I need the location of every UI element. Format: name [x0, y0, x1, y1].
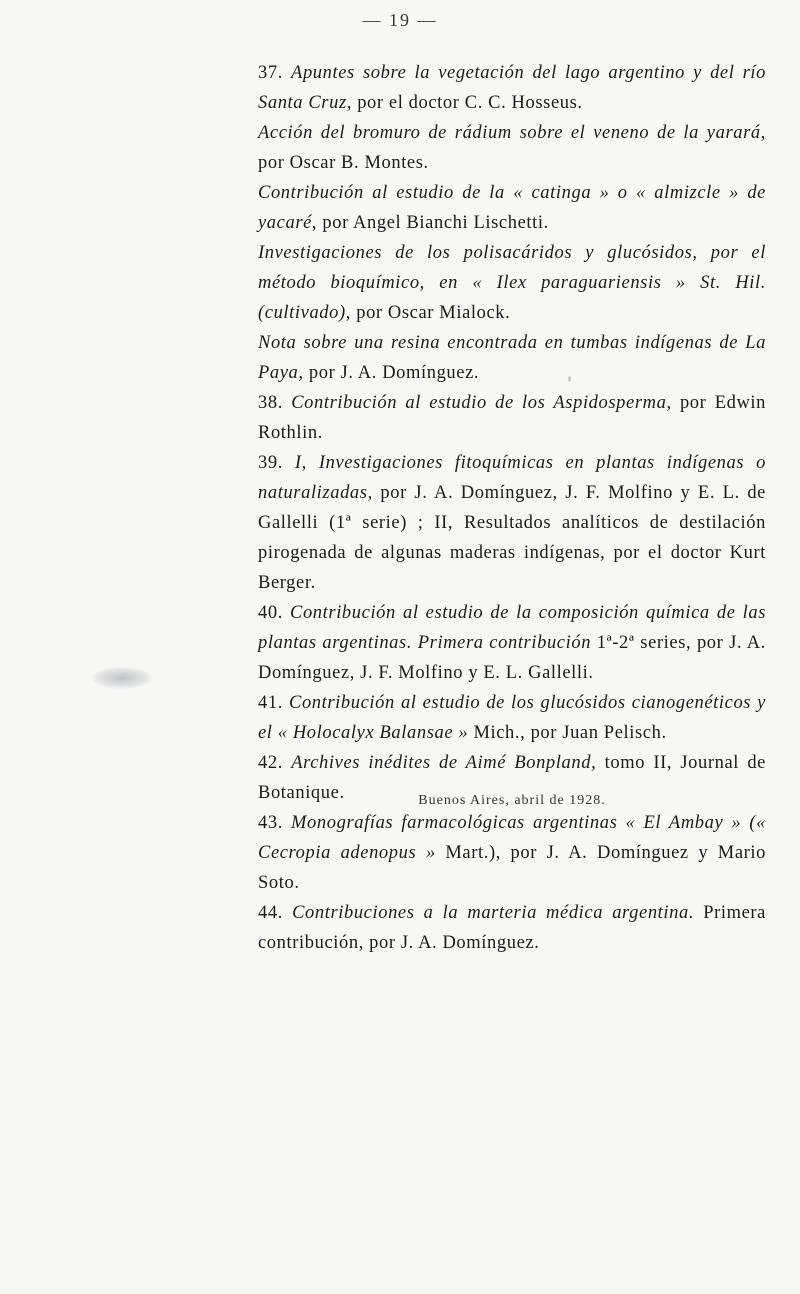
entry-number: 38. [258, 393, 292, 413]
entry-number: 40. [258, 603, 291, 623]
entry-title: Archives inédites de Aimé Bonpland, [291, 753, 597, 773]
list-item [258, 808, 766, 898]
entry-author: por J. A. Domínguez. [303, 363, 480, 383]
entry-author: por J. A. Domínguez, J. F. Molfino y E. L. de Gallelli (1ª serie) ; II, Resultados analíticos de destilación pirogenada de algunas maderas indígenas, por el doctor Kurt Berger. [258, 483, 766, 593]
entry-number: 37. [258, 63, 292, 83]
list-item [258, 328, 766, 388]
entry-author: tomo II, Journal de Botanique. [258, 753, 766, 803]
entry-title: Monografías farmacológicas argentinas « El Ambay » (« Cecropia adenopus » [258, 813, 766, 863]
entry-author: Mart.), por J. A. Domínguez y Mario Soto. [258, 843, 766, 893]
entry-author: 1ª-2ª series, por J. A. Domínguez, J. F. Molfino y E. L. Gallelli. [258, 633, 766, 683]
list-item [258, 58, 766, 118]
page-number: — 19 — [362, 10, 438, 30]
entry-title: Acción del bromuro de rádium sobre el veneno de la yarará, [258, 123, 766, 143]
entry-title: I, Investigaciones fitoquímicas en plantas indígenas o naturalizadas, [258, 453, 766, 503]
entry-author: Mich., por Juan Pelisch. [468, 723, 667, 743]
entry-title: Contribuciones a la marteria médica argentina. [292, 903, 695, 923]
entry-number: 43. [258, 813, 292, 833]
entry-author: por el doctor C. C. Hosseus. [351, 93, 583, 113]
entry-title: Nota sobre una resina encontrada en tumbas indígenas de La Paya, [258, 333, 766, 383]
entry-title: Apuntes sobre la vegetación del lago argentino y del río Santa Cruz, [258, 63, 766, 113]
entry-author: por Angel Bianchi Lischetti. [317, 213, 549, 233]
entry-title: Contribución al estudio de la « catinga » o « almizcle » de yacaré, [258, 183, 766, 233]
entry-title: Contribución al estudio de los Aspidosperma, [291, 393, 672, 413]
list-item [258, 118, 766, 178]
list-item [258, 388, 766, 448]
entry-title: Contribución al estudio de los glucósidos cianogenéticos y el « Holocalyx Balansae » [258, 693, 766, 743]
entry-author: por Edwin Rothlin. [258, 393, 766, 443]
entry-author: Primera contribución, por J. A. Domínguez. [258, 903, 766, 953]
list-item [258, 898, 766, 958]
place-date-footer: Buenos Aires, abril de 1928. [418, 793, 606, 808]
entry-author: por Oscar B. Montes. [258, 153, 429, 173]
entry-number: 41. [258, 693, 289, 713]
list-item [258, 688, 766, 748]
entry-number: 44. [258, 903, 293, 923]
entry-number: 39. [258, 453, 295, 473]
list-item [258, 238, 766, 328]
bibliography-list [258, 58, 766, 958]
entry-author: por Oscar Mialock. [351, 303, 511, 323]
ink-smudge [92, 667, 152, 689]
list-item [258, 178, 766, 238]
list-item [258, 448, 766, 598]
entry-title: Contribución al estudio de la composición química de las plantas argentinas. Primera contribución [258, 603, 766, 653]
margin-mark [568, 376, 571, 382]
list-item [258, 598, 766, 688]
entry-number: 42. [258, 753, 292, 773]
entry-title: Investigaciones de los polisacáridos y glucósidos, por el método bioquímico, en « Ilex paraguariensis » St. Hil. (cultivado), [258, 243, 766, 323]
